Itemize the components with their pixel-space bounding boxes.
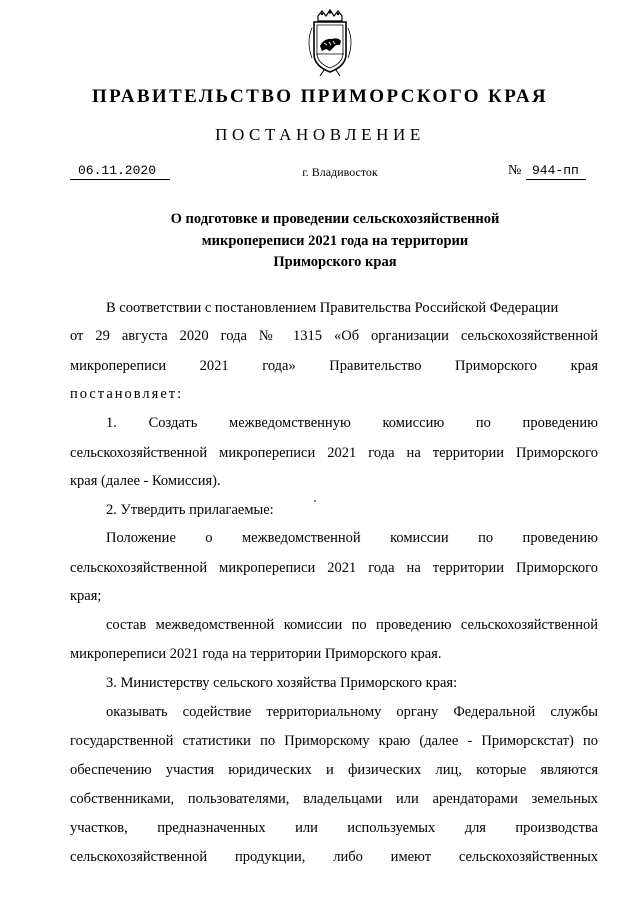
document-number: 944-пп: [526, 163, 586, 180]
body-line: края;: [70, 588, 102, 604]
number-label: №: [508, 163, 522, 178]
body-line: края (далее - Комиссия).: [70, 473, 221, 489]
coat-of-arms-icon: [300, 8, 360, 78]
body-line: сельскохозяйственной микропереписи 2021 года на территории Приморского: [70, 445, 598, 461]
body-line: сельскохозяйственной микропереписи 2021 года на территории Приморского: [70, 560, 598, 576]
body-line: обеспечению участия юридических и физических лиц, которые являются: [70, 762, 598, 778]
body-line: постановляет:: [70, 386, 184, 402]
body-line: от 29 августа 2020 года № 1315 «Об организации сельскохозяйственной: [70, 328, 598, 344]
body-line: государственной статистики по Приморскому краю (далее - Приморскстат) по: [70, 733, 598, 749]
body-line: микропереписи 2021 года на территории Приморского края.: [70, 646, 442, 662]
body-line: Положение о межведомственной комиссии по проведению: [106, 530, 598, 546]
body-line: состав межведомственной комиссии по проведению сельскохозяйственной: [106, 617, 598, 633]
document-city: г. Владивосток: [302, 165, 378, 179]
document-type: ПОСТАНОВЛЕНИЕ: [215, 125, 425, 144]
body-line: микропереписи 2021 года» Правительство Приморского края: [70, 358, 598, 374]
document-heading: [0, 209, 640, 274]
body-line: оказывать содействие территориальному органу Федеральной службы: [106, 704, 598, 720]
body-line: 2. Утвердить прилагаемые:: [106, 502, 274, 518]
document-date: 06.11.2020: [70, 163, 170, 180]
body-line: сельскохозяйственной продукции, либо имеют сельскохозяйственных: [70, 849, 598, 865]
scan-speck: [314, 500, 316, 502]
heading-line: Приморского края: [273, 254, 397, 270]
body-line: 1. Создать межведомственную комиссию по проведению: [106, 415, 598, 431]
heading-line: О подготовке и проведении сельскохозяйственной: [170, 211, 500, 227]
body-line: собственниками, пользователями, владельцами или арендаторами земельных: [70, 791, 598, 807]
body-line: 3. Министерству сельского хозяйства Приморского края:: [106, 675, 458, 691]
body-line: участков, предназначенных или используемых для производства: [70, 820, 598, 836]
heading-line: микропереписи 2021 года на территории: [201, 232, 469, 249]
body-line: В соответствии с постановлением Правительства Российской Федерации: [106, 300, 559, 316]
government-title: ПРАВИТЕЛЬСТВО ПРИМОРСКОГО КРАЯ: [91, 86, 549, 107]
